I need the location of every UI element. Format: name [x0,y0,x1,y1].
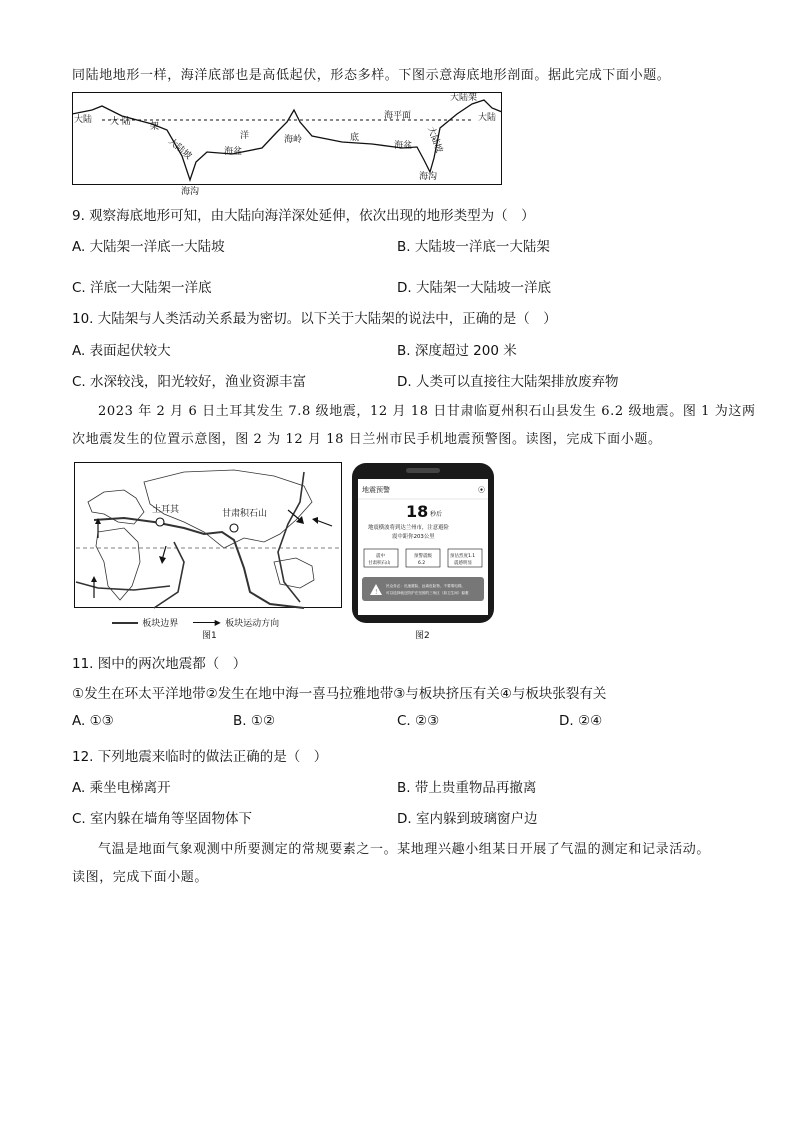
label-slope-right: 大陆坡 [425,125,444,155]
phone-alert-figure [350,461,496,625]
map-legend [112,614,279,630]
phone-box1-label: 震中 [376,554,385,559]
question-12-option-a[interactable]: A. 乘坐电梯离开 [72,780,171,796]
question-11-option-b[interactable]: B. ①② [233,713,276,729]
question-9-option-d[interactable]: D. 大陆架一大陆坡一洋底 [397,280,551,296]
question-11-statements: ①发生在环太平洋地带②发生在地中海一喜马拉雅地带③与板块挤压有关④与板块张裂有关 [72,686,607,702]
label-shelf-right: 大陆架 [450,93,478,103]
label-bottom: 底 [350,133,360,143]
label-trench-right: 海沟 [419,172,438,182]
phone-box3-value: 震感明显 [454,561,472,566]
question-10-option-d[interactable]: D. 人类可以直接往大陆架排放废弃物 [397,374,619,390]
phone-countdown: 18 [406,502,429,521]
map-label-gansu: 甘肃积石山 [222,509,268,519]
phone-line2: 震中距你203公里 [392,534,435,540]
plate-map-figure [74,462,342,612]
legend-motion-text: 板块运动方向 [225,619,280,629]
label-right-continent: 大陆 [478,113,497,123]
label-shelf-left2: 架 [150,122,160,132]
legend-arrow-head-icon: ▶ [214,618,221,627]
intro-seafloor: 同陆地地形一样，海洋底部也是高低起伏，形态多样。下图示意海底地形剖面。据此完成下面小题。 [72,68,671,83]
label-sea-level: 海平面 [384,111,412,121]
question-12-option-d[interactable]: D. 室内躲到玻璃窗户边 [397,811,538,827]
legend-arrow-icon [193,622,215,623]
question-9-stem: 9. 观察海底地形可知，由大陆向海洋深处延伸，依次出现的地形类型为（ ） [72,208,535,224]
figure-2-caption: 图2 [415,631,430,641]
question-12-option-b[interactable]: B. 带上贵重物品再撤离 [397,780,537,796]
question-9-option-a[interactable]: A. 大陆架一洋底一大陆坡 [72,239,225,255]
label-basin-right: 海盆 [394,141,413,151]
location-pin-icon: ⦿ [478,486,485,494]
label-left-continent: 大陆 [74,115,93,125]
phone-line1: 地震横波将到达兰州市，注意避险 [368,525,449,531]
phone-box2-label: 预警震级 [414,554,432,559]
label-ocean: 洋 [240,131,250,141]
figure-1-caption: 图1 [202,631,217,641]
warning-icon: ! [375,589,378,596]
question-11-option-c[interactable]: C. ②③ [397,713,440,729]
legend-boundary-line [112,622,138,624]
label-ridge: 海岭 [284,135,303,145]
question-9-option-b[interactable]: B. 大陆坡一洋底一大陆架 [397,239,550,255]
phone-box1-value: 甘肃积石山 [368,561,391,566]
question-10-option-b[interactable]: B. 深度超过 200 米 [397,343,517,359]
phone-countdown-unit: 秒后 [430,511,443,518]
intro-earthquake-line1: 2023 年 2 月 6 日土耳其发生 7.8 级地震，12 月 18 日甘肃临夏州积石山县发生 6.2 级地震。图 1 为这两 [98,404,756,419]
question-11-option-d[interactable]: D. ②④ [559,713,603,729]
question-9-option-c[interactable]: C. 洋底一大陆架一洋底 [72,280,212,296]
phone-warn1: 民众务必：迅速避险，远离危险物，不要乘电梯， [386,584,466,588]
phone-warn2: 可以选择就近防护在坚固的三角区（如卫生间）躲避 [386,591,469,595]
intro-temperature-line1: 气温是地面气象观测中所要测定的常规要素之一。某地理兴趣小组某日开展了气温的测定和记录活动。 [98,842,711,857]
question-10-stem: 10. 大陆架与人类活动关系最为密切。以下关于大陆架的说法中，正确的是（ ） [72,311,557,327]
map-label-turkey: 土耳其 [152,505,180,515]
phone-box3-label: 预估烈度1.1 [450,554,476,559]
question-10-option-a[interactable]: A. 表面起伏较大 [72,343,171,359]
intro-temperature-line2: 读图，完成下面小题。 [72,870,209,885]
question-12-stem: 12. 下列地震来临时的做法正确的是（ ） [72,749,328,765]
question-12-option-c[interactable]: C. 室内躲在墙角等坚固物体下 [72,811,253,827]
phone-box2-value: 6.2 [418,561,426,566]
intro-earthquake-line2: 次地震发生的位置示意图，图 2 为 12 月 18 日兰州市民手机地震预警图。读图，完成下面小题。 [72,432,662,447]
phone-title: 地震预警 [362,486,390,494]
label-trench-left: 海沟 [181,187,200,197]
seafloor-profile-diagram [72,92,502,188]
label-shelf-left: 大 陆 [110,117,131,127]
label-slope-left: 大陆坡 [166,136,194,162]
question-10-option-c[interactable]: C. 水深较浅，阳光较好，渔业资源丰富 [72,374,307,390]
label-basin-left: 海盆 [224,147,243,157]
question-11-stem: 11. 图中的两次地震都（ ） [72,656,247,672]
question-11-option-a[interactable]: A. ①③ [72,713,114,729]
legend-boundary-text: 板块边界 [142,619,179,629]
